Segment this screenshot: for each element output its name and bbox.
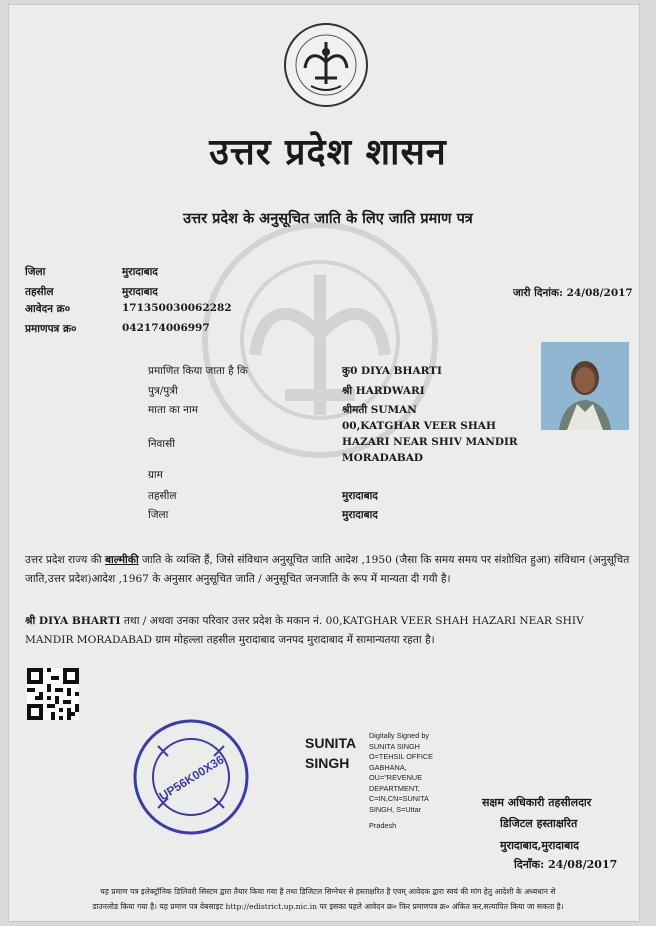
district2-value: मुरादाबाद [342,509,378,521]
signer-name: SUNITA SINGH [305,735,357,771]
resident-label: निवासी [148,438,175,450]
certified-that-label: प्रमाणित किया जाता है कि [148,365,248,377]
address-line-3: MORADABAD [342,452,424,464]
village-label: ग्राम [148,469,163,481]
district-label: जिला [25,266,46,278]
tehsil2-value: मुरादाबाद [342,490,378,502]
certificate-subtitle: उत्तर प्रदेश के अनुसूचित जाति के लिए जाति प्रमाण पत्र [183,210,473,227]
address-line-2: HAZARI NEAR SHIV MANDIR [342,436,518,448]
page-title: उत्तर प्रदेश शासन [209,131,447,173]
tehsil-value: मुरादाबाद [122,286,158,298]
para2-name: श्री DIYA BHARTI [25,615,121,627]
application-no-label: आवेदन क्र० [25,303,71,315]
address-value [342,418,522,466]
state-emblem-icon [283,22,369,108]
digital-signature-details: Digitally Signed by SUNITA SINGH O=TEHSIL OFFICE GABHANA, OU="REVENUE DEPARTMENT, C=IN,CN=SUNITA SINGH, S=Uttar Pradesh [369,731,433,830]
parent-label: पुत्र/पुत्री [148,385,178,397]
applicant-name: कु0 DIYA BHARTI [342,365,442,377]
district2-label: जिला [148,509,169,521]
mother-name: श्रीमती SUMAN [342,404,417,416]
svg-text:UP56K00X36: UP56K00X36 [156,752,227,804]
csc-stamp-icon [128,716,254,838]
caste-name: बाल्मीकी [104,554,139,566]
qr-code-icon [27,668,79,720]
tehsil-label: तहसील [25,286,54,298]
para1-rest: जाति के व्यक्ति हैं, जिसे संविधान अनुसूचित जाति आदेश ,1950 (जैसा कि समय समय पर संशोधित हुआ) संविधान (अनुसूचित जाति,उत्तर प्रदेश)आदेश ,1967 के अनुसार अनुसूचित जाति / अनुसूचित जनजाति के रूप में मान्यता दी गयी है। [25,554,630,585]
issue-date: जारी दिनांक: 24/08/2017 [513,287,633,299]
residence-statement [25,612,631,650]
footer-disclaimer: यह प्रमाण पत्र इलेक्ट्रॉनिक डिलिवरी सिस्टम द्वारा तैयार किया गया है तथा डिजिटल सिग्नेचर से हस्ताक्षरित है एवम् आवेदक द्वारा स्वयं की मांग हेतु आदेशी के अध्यधान से डाउनलोड किया गया है। यह प्रमाण पत्र वेबसाइट http://edistrict.up.nic.in पर इसका पहले आवेदन क्र० फिर प्रमाणपत्र क्र० अंकित कर,सत्यापित किया जा सकता है। [92,887,564,911]
para1-start: उत्तर प्रदेश राज्य की [25,554,105,566]
authority-title: सक्षम अधिकारी तहसीलदार [482,796,592,809]
authority-signed: डिजिटल हस्ताक्षरित [500,817,578,830]
applicant-photo [541,342,629,430]
district-value: मुरादाबाद [122,266,158,278]
tehsil2-label: तहसील [148,490,177,502]
certificate-no-label: प्रमाणपत्र क्र० [25,323,77,335]
para2-rest: तथा / अथवा उनका परिवार उत्तर प्रदेश के मकान नं. 00,KATGHAR VEER SHAH HAZARI NEAR SHIV MANDIR MORADABAD ग्राम मोहल्ला तहसील मुरादाबाद जनपद मुरादाबाद में सामान्यतया रहता है। [25,615,584,646]
certificate-no-value: 042174006997 [122,322,210,334]
application-no-value: 171350030062282 [122,302,232,314]
mother-label: माता का नाम [148,404,198,416]
authority-place: मुरादाबाद,मुरादाबाद [500,839,580,852]
parent-name: श्री HARDWARI [342,385,425,397]
authority-date: दिनाँक: 24/08/2017 [514,858,618,871]
caste-statement [25,551,631,589]
address-line-1: 00,KATGHAR VEER SHAH [342,420,496,432]
